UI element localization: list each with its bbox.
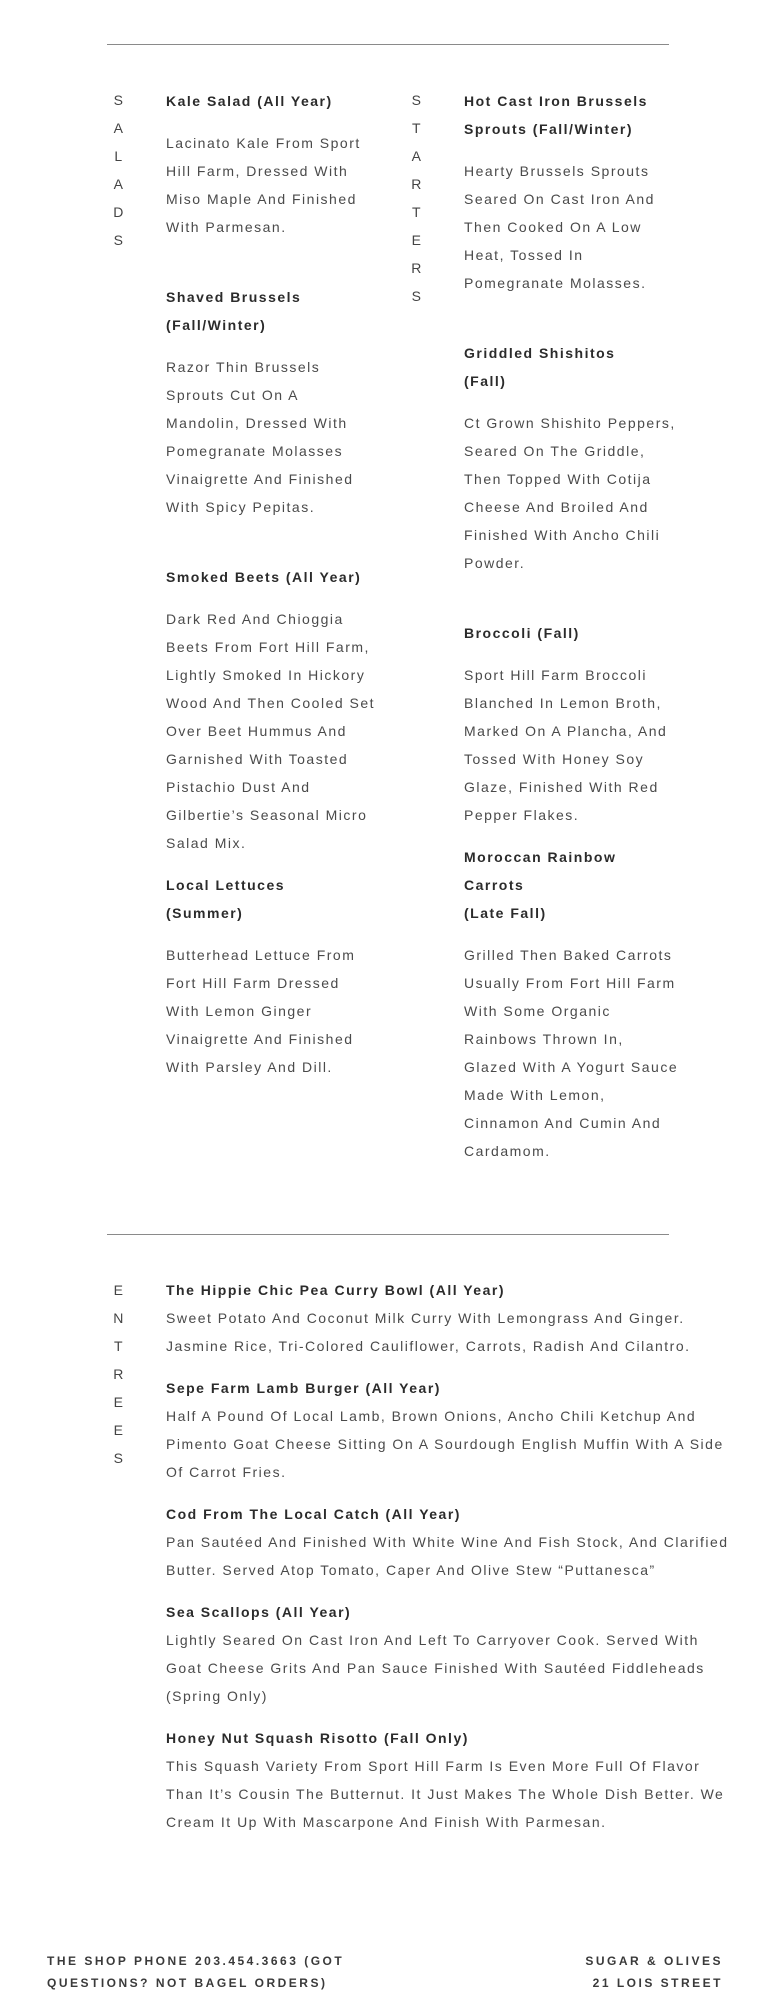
menu-item (166, 1598, 736, 1710)
menu-item (166, 283, 376, 521)
footer-address (585, 1950, 723, 1994)
menu-item (166, 1276, 736, 1360)
item-title: Sepe Farm Lamb Burger (All Year) (166, 1380, 441, 1396)
menu-item (464, 619, 679, 829)
item-title: Griddled Shishitos (Fall) (464, 345, 616, 389)
item-title: Smoked Beets (All Year) (166, 569, 362, 585)
entrees-column (166, 1276, 736, 1836)
item-description: Sport Hill Farm Broccoli Blanched In Lemon Broth, Marked On A Plancha, And Tossed With Honey Soy Glaze, Finished With Red Pepper Flakes. (464, 667, 668, 823)
footer-shop-phone: THE SHOP PHONE 203.454.3663 (GOT QUESTIONS? NOT BAGEL ORDERS) (47, 1954, 345, 1990)
item-title: Honey Nut Squash Risotto (Fall Only) (166, 1730, 469, 1746)
menu-item (166, 871, 376, 1081)
item-description: Lightly Seared On Cast Iron And Left To Carryover Cook. Served With Goat Cheese Grits And Pan Sauce Finished With Sautéed Fiddleheads (Spring Only) (166, 1632, 705, 1704)
salads-column (166, 87, 376, 1081)
item-description: This Squash Variety From Sport Hill Farm Is Even More Full Of Flavor Than It’s Cousin The Butternut. It Just Makes The Whole Dish Better. We Cream It Up With Mascarpone And Finish With Parmesan. (166, 1758, 725, 1830)
menu-item (166, 1374, 736, 1486)
starters-section-label: S T A R T E R S (411, 92, 423, 304)
footer-business-name: SUGAR & OLIVES (585, 1954, 723, 1968)
menu-item (464, 87, 679, 297)
item-description: Pan Sautéed And Finished With White Wine And Fish Stock, And Clarified Butter. Served Atop Tomato, Caper And Olive Stew “Puttanesca” (166, 1534, 729, 1578)
item-description: Razor Thin Brussels Sprouts Cut On A Mandolin, Dressed With Pomegranate Molasses Vinaigrette And Finished With Spicy Pepitas. (166, 359, 354, 515)
menu-item (464, 339, 679, 577)
item-description: Hearty Brussels Sprouts Seared On Cast Iron And Then Cooked On A Low Heat, Tossed In Pomegranate Molasses. (464, 163, 655, 291)
item-title: Kale Salad (All Year) (166, 93, 333, 109)
item-description: Lacinato Kale From Sport Hill Farm, Dressed With Miso Maple And Finished With Parmesan. (166, 135, 361, 235)
menu-item (166, 1500, 736, 1584)
item-title: Moroccan Rainbow Carrots (464, 849, 617, 893)
item-description: Half A Pound Of Local Lamb, Brown Onions, Ancho Chili Ketchup And Pimento Goat Cheese Sitting On A Sourdough English Muffin With A Side Of Carrot Fries. (166, 1408, 724, 1480)
item-description: Sweet Potato And Coconut Milk Curry With Lemongrass And Ginger. Jasmine Rice, Tri-Colored Cauliflower, Carrots, Radish And Cilantro. (166, 1310, 691, 1354)
item-title-season: (Late Fall) (464, 905, 547, 921)
menu-item (166, 87, 376, 241)
top-divider (107, 44, 669, 45)
middle-divider (107, 1234, 669, 1235)
salads-section-label: S A L A D S (113, 92, 125, 248)
item-description: Butterhead Lettuce From Fort Hill Farm Dressed With Lemon Ginger Vinaigrette And Finished With Parsley And Dill. (166, 947, 356, 1075)
item-description: Grilled Then Baked Carrots Usually From Fort Hill Farm With Some Organic Rainbows Thrown In, Glazed With A Yogurt Sauce Made With Lemon, Cinnamon And Cumin And Cardamom. (464, 947, 679, 1159)
item-description: Ct Grown Shishito Peppers, Seared On The Griddle, Then Topped With Cotija Cheese And Broiled And Finished With Ancho Chili Powder. (464, 415, 676, 571)
item-title: Shaved Brussels (Fall/Winter) (166, 289, 302, 333)
menu-item (166, 1724, 736, 1836)
entrees-section-label: E N T R E E S (113, 1282, 125, 1466)
item-title: The Hippie Chic Pea Curry Bowl (All Year) (166, 1282, 505, 1298)
item-title: Sea Scallops (All Year) (166, 1604, 352, 1620)
menu-item (166, 563, 376, 857)
item-title: Hot Cast Iron Brussels Sprouts (Fall/Winter) (464, 93, 648, 137)
item-description: Dark Red And Chioggia Beets From Fort Hill Farm, Lightly Smoked In Hickory Wood And Then Cooled Set Over Beet Hummus And Garnished With Toasted Pistachio Dust And Gilbertie’s Seasonal Micro Salad Mix. (166, 611, 376, 851)
item-title: Local Lettuces (Summer) (166, 877, 286, 921)
menu-item (464, 843, 679, 1165)
item-title: Cod From The Local Catch (All Year) (166, 1506, 461, 1522)
item-title: Broccoli (Fall) (464, 625, 580, 641)
starters-column (464, 87, 679, 1165)
footer-street: 21 LOIS STREET (592, 1976, 723, 1990)
